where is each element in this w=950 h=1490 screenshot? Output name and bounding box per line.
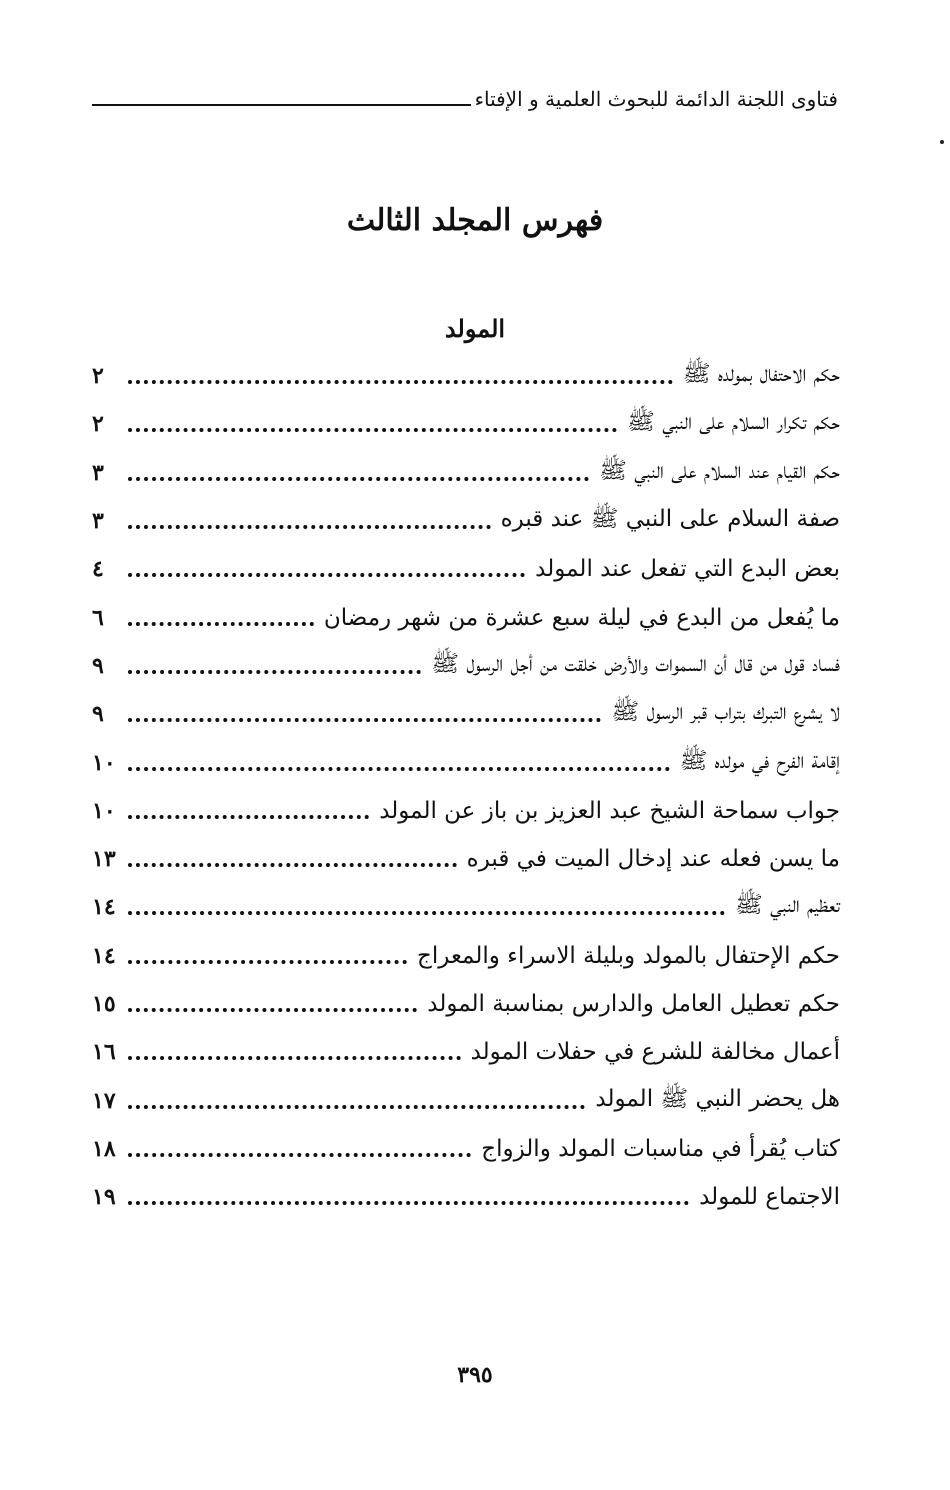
toc-entry-page: ٢ [92, 411, 104, 438]
toc-entry [92, 932, 840, 980]
toc-entry-page: ١٤ [92, 894, 116, 921]
page-number: ٣٩٥ [457, 1362, 493, 1388]
toc-entry-title: هل يحضر النبي ﷺ المولد [595, 1085, 840, 1112]
toc-dot-leader [128, 573, 525, 577]
running-header [92, 80, 838, 116]
toc-dot-leader [128, 622, 314, 626]
toc-entry-page: ١٥ [92, 991, 116, 1017]
toc-dot-leader [128, 863, 457, 867]
toc-dot-leader [128, 1201, 689, 1205]
toc-entry-page: ٩ [92, 701, 104, 728]
toc-entry [92, 593, 840, 641]
toc-dot-leader [128, 670, 421, 674]
header-rule [92, 104, 471, 106]
toc-entry-page: ١٦ [92, 1039, 116, 1066]
toc-entry-title: أعمال مخالفة للشرع في حفلات المولد [470, 1039, 840, 1066]
toc-dot-leader [128, 911, 725, 915]
toc-dot-leader [128, 1153, 471, 1157]
toc-entry [92, 400, 840, 448]
section-heading: المولد [444, 314, 506, 343]
toc-entry [92, 1125, 840, 1173]
toc-entry-page: ٤ [92, 556, 104, 583]
toc-entry-page: ١٨ [92, 1135, 116, 1162]
toc-entry-page: ١٠ [92, 797, 116, 824]
toc-dot-leader [128, 525, 491, 529]
toc-entry [92, 980, 840, 1028]
toc-dot-leader [128, 718, 601, 722]
toc-dot-leader [128, 767, 670, 771]
toc-entry-title: تعظيم النبي ﷺ [735, 892, 840, 919]
scan-speck [940, 140, 944, 144]
toc-entry [92, 1173, 840, 1221]
toc-entry-title: كتاب يُقرأ في مناسبات المولد والزواج [481, 1135, 840, 1162]
toc-entry [92, 545, 840, 593]
toc-entry-page: ٦ [92, 604, 104, 631]
toc-entry [92, 1076, 840, 1124]
toc-entry-title: الاجتماع للمولد [699, 1184, 840, 1211]
toc-entry [92, 835, 840, 883]
toc-dot-leader [128, 960, 407, 964]
toc-entry [92, 497, 840, 545]
toc-entry-title: حكم تكرار السلام على النبي ﷺ [627, 409, 840, 436]
toc-entry-title: إقامة الفرح في مولده ﷺ [679, 747, 840, 774]
toc-dot-leader [128, 1008, 417, 1012]
toc-entry-title: بعض البدع التي تفعل عند المولد [535, 556, 840, 583]
toc-entry [92, 352, 840, 400]
toc-entry-title: حكم تعطيل العامل والدارس بمناسبة المولد [427, 991, 840, 1017]
page-title: فهرس المجلد الثالث [346, 203, 604, 238]
toc-entry-page: ٣ [92, 459, 104, 486]
toc-entry-page: ١٤ [92, 942, 116, 969]
toc-dot-leader [128, 1056, 461, 1060]
toc-dot-leader [128, 815, 369, 819]
running-header-title: فتاوى اللجنة الدائمة للبحوث العلمية و الإفتاء [474, 87, 838, 111]
toc-entry-title: لا يشرع التبرك بتراب قبر الرسول ﷺ [611, 699, 840, 726]
toc-entry-title: حكم الاحتفال بمولده ﷺ [682, 361, 840, 388]
toc-entry-title: فساد قول من قال أن السموات والأرض خلقت من أجل الرسول ﷺ [431, 650, 840, 677]
toc-entry-page: ٣ [92, 508, 104, 535]
toc-entry [92, 642, 840, 690]
toc-entry-title: ما يسن فعله عند إدخال الميت في قبره [466, 846, 840, 873]
toc-entry-page: ١٠ [92, 749, 116, 776]
toc-entry [92, 738, 840, 786]
table-of-contents [92, 352, 840, 1221]
toc-entry [92, 787, 840, 835]
toc-entry-title: حكم الإحتفال بالمولد وبليلة الاسراء والمعراج [417, 942, 840, 969]
toc-entry [92, 449, 840, 497]
toc-entry-title: حكم القيام عند السلام على النبي ﷺ [599, 457, 840, 484]
toc-entry [92, 883, 840, 931]
toc-entry-page: ١٣ [92, 846, 116, 873]
toc-entry-title: ما يُفعل من البدع في ليلة سبع عشرة من شهر رمضان [323, 604, 840, 631]
toc-entry [92, 1028, 840, 1076]
toc-dot-leader [128, 380, 673, 384]
toc-entry-title: صفة السلام على النبي ﷺ عند قبره [500, 506, 840, 533]
toc-entry-page: ١٩ [92, 1184, 116, 1211]
toc-entry-title: جواب سماحة الشيخ عبد العزيز بن باز عن المولد [379, 797, 840, 824]
toc-dot-leader [128, 428, 617, 432]
toc-entry-page: ٢ [92, 363, 104, 390]
toc-entry-page: ٩ [92, 652, 104, 679]
toc-entry [92, 690, 840, 738]
toc-dot-leader [128, 1105, 585, 1109]
toc-dot-leader [128, 477, 589, 481]
toc-entry-page: ١٧ [92, 1087, 116, 1114]
